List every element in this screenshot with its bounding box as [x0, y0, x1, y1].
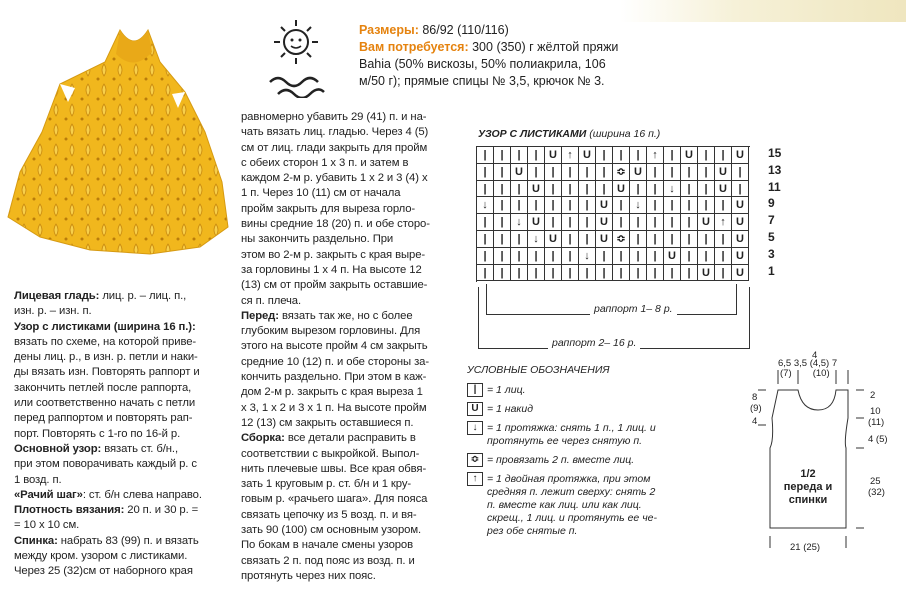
- chart-cell: |: [562, 214, 579, 231]
- garment-schematic: [738, 350, 898, 562]
- text-line: вязать по схеме, на которой приве-: [14, 335, 197, 348]
- chart-cell: |: [545, 181, 562, 198]
- text-line: перед раппортом и повторять рап-: [14, 412, 193, 425]
- text-line: лиц. р. – лиц. п.,: [99, 290, 187, 302]
- middle-text-column: [241, 110, 456, 584]
- text-line: изн. р. – изн. п.: [14, 305, 92, 318]
- chart-cell: U: [698, 214, 715, 231]
- chart-cell: |: [528, 147, 545, 164]
- chart-cell: |: [494, 231, 511, 248]
- row-number-label: 7: [768, 213, 775, 228]
- chart-cell: |: [715, 248, 732, 265]
- dim-skirt-alt: (32): [868, 487, 885, 498]
- chart-cell: U: [596, 197, 613, 214]
- piece-line-1: переда и: [783, 481, 833, 493]
- legend-text: скрещ., 1 лиц. и протянуть ее че-: [487, 512, 657, 524]
- chart-cell: U: [681, 147, 698, 164]
- chart-cell: |: [698, 181, 715, 198]
- dim-armhole: 10: [870, 406, 881, 417]
- legend-title: УСЛОВНЫЕ ОБОЗНАЧЕНИЯ: [467, 364, 610, 376]
- chart-cell: |: [664, 197, 681, 214]
- chart-cell: |: [613, 147, 630, 164]
- chart-cell: |: [511, 231, 528, 248]
- dim-skirt: 25: [870, 476, 881, 487]
- chart-cell: |: [477, 214, 494, 231]
- chart-cell: |: [630, 231, 647, 248]
- legend-text: = 1 накид: [487, 402, 534, 415]
- text-line: или соответственно начать с петли: [14, 397, 196, 410]
- piece-label: [778, 468, 838, 507]
- sizes-value: 86/92 (110/116): [422, 23, 509, 37]
- chart-cell: |: [528, 248, 545, 265]
- text-line: Через 25 (32)см от наборного края: [14, 565, 193, 578]
- text-line: чать вязать лиц. гладью. Через 4 (5): [241, 126, 429, 139]
- legend-text: = 1 лиц.: [487, 383, 526, 396]
- chart-cell: |: [647, 181, 664, 198]
- chart-cell: |: [681, 181, 698, 198]
- chart-cell: U: [579, 147, 596, 164]
- text-line: между кром. узором с листиками.: [14, 550, 188, 563]
- chart-cell: |: [698, 164, 715, 181]
- chart-cell: |: [511, 181, 528, 198]
- text-line: нить плечевые швы. Все края обвя-: [241, 462, 427, 475]
- piece-half: 1/2: [800, 468, 816, 480]
- legend-text: рез обе снятые п.: [487, 525, 578, 537]
- chart-cell: |: [545, 164, 562, 181]
- chart-cell: |: [528, 164, 545, 181]
- text-line: 12 (13) см закрыть оставшиеся п.: [241, 416, 414, 429]
- row-number-label: 15: [768, 146, 782, 160]
- chart-cell: |: [664, 164, 681, 181]
- chart-cell: |: [630, 248, 647, 265]
- chart-cell: |: [494, 265, 511, 282]
- text-line: каждом 2-м р. убавить 1 х 2 и 3 (4) х: [241, 172, 428, 185]
- text-line: ды вязать изн. Повторять раппорт и: [14, 366, 200, 379]
- row-number-label: 9: [768, 196, 775, 211]
- dim-shoulder-drop: 2: [870, 390, 876, 401]
- need-label: Вам потребуется:: [359, 40, 469, 54]
- text-line: все детали расправить в: [284, 432, 416, 445]
- chart-cell: |: [562, 248, 579, 265]
- chart-cell: U: [596, 214, 613, 231]
- term-front: Перед:: [241, 309, 279, 322]
- chart-cell: |: [494, 164, 511, 181]
- text-line: за горловины 1 х 4 п. На высоте 12: [241, 263, 422, 276]
- text-line: вязать ст. б/н.,: [101, 442, 179, 455]
- term-back: Спинка:: [14, 534, 58, 547]
- chart-cell: U: [732, 265, 749, 282]
- chart-cell: |: [528, 265, 545, 282]
- dim-top: 4: [812, 350, 818, 361]
- text-line: х 3, 1 х 2 и 3 х 1 п. На высоте пройм: [241, 401, 427, 414]
- chart-title: [478, 128, 660, 140]
- chart-cell: |: [647, 248, 664, 265]
- chart-cell: |: [715, 265, 732, 282]
- chart-cell: |: [528, 197, 545, 214]
- chart-cell: U: [732, 197, 749, 214]
- chart-cell: |: [613, 214, 630, 231]
- chart-cell: |: [579, 231, 596, 248]
- slip-knit-pass-symbol-icon: ↓: [467, 421, 483, 435]
- chart-cell: |: [664, 231, 681, 248]
- text-line: вины средние 18 (20) п. и обе сторо-: [241, 218, 430, 231]
- chart-cell: |: [647, 197, 664, 214]
- double-decrease-symbol-icon: ↑: [467, 472, 483, 486]
- chart-cell: |: [664, 214, 681, 231]
- chart-cell: |: [545, 265, 562, 282]
- chart-cell: |: [562, 265, 579, 282]
- chart-cell: |: [477, 181, 494, 198]
- left-text-column: [14, 289, 236, 580]
- chart-cell: |: [647, 231, 664, 248]
- piece-line-2: спинки: [788, 494, 828, 506]
- rapport-1-label: раппорт 1– 8 р.: [590, 303, 677, 315]
- chart-cell: |: [681, 231, 698, 248]
- text-line: соответствии с выкройкой. Выпол-: [241, 447, 420, 460]
- text-line: дены лиц. р., в изн. р. петли и наки-: [14, 351, 198, 364]
- chart-cell: ↓: [630, 197, 647, 214]
- text-line: 20 п. и 30 р. =: [124, 504, 199, 517]
- chart-cell: |: [630, 181, 647, 198]
- text-line: 1 п. Через 10 (11) см от начала: [241, 187, 401, 200]
- chart-cell: |: [698, 248, 715, 265]
- dim-neck-depth: 8: [752, 392, 758, 403]
- chart-cell: U: [732, 231, 749, 248]
- chart-cell: |: [613, 197, 630, 214]
- knitting-chart: [476, 146, 750, 282]
- rapport-2-label: раппорт 2– 16 р.: [548, 337, 640, 349]
- text-line: средние 10 (12) п. и обе стороны за-: [241, 355, 430, 368]
- sun-icon: [262, 16, 326, 98]
- chart-cell: |: [681, 197, 698, 214]
- text-line: порт. Повторять с 1-го по 16-й р.: [14, 427, 181, 440]
- chart-cell: |: [477, 265, 494, 282]
- chart-cell: |: [715, 147, 732, 164]
- chart-cell: |: [681, 265, 698, 282]
- chart-cell: U: [664, 248, 681, 265]
- text-line: (13) см от пройм закрыть оставшие-: [241, 279, 428, 292]
- chart-cell: U: [732, 214, 749, 231]
- need-line-2: Bahia (50% вискозы, 50% полиакрила, 106: [359, 57, 606, 71]
- legend-text: = 1 двойная протяжка, при этом: [487, 472, 651, 485]
- text-line: см от лиц. глади закрыть для пройм: [241, 141, 428, 154]
- chart-cell: |: [511, 265, 528, 282]
- row-numbers: [768, 146, 790, 281]
- chart-cell: |: [630, 265, 647, 282]
- chart-cell: U: [528, 181, 545, 198]
- text-line: связать 2 п. под пояс из возд. п. и: [241, 554, 415, 567]
- text-line: этом во 2-м р. закрыть с края выре-: [241, 248, 426, 261]
- top-color-band: [620, 0, 906, 22]
- chart-cell: ≎: [613, 231, 630, 248]
- text-line: : ст. б/н слева направо.: [82, 488, 202, 501]
- chart-cell: ↓: [664, 181, 681, 198]
- chart-cell: |: [562, 197, 579, 214]
- chart-cell: |: [579, 197, 596, 214]
- need-line-3: м/50 г); прямые спицы № 3,5, крючок № 3.: [359, 74, 605, 88]
- chart-cell: |: [545, 248, 562, 265]
- legend-text: = 1 протяжка: снять 1 п., 1 лиц. и: [487, 421, 656, 434]
- text-line: 1 возд. п.: [14, 473, 62, 486]
- chart-cell: |: [477, 231, 494, 248]
- text-line: говым р. «рачьего шага». Для пояса: [241, 493, 428, 506]
- chart-cell: |: [579, 164, 596, 181]
- chart-cell: |: [545, 214, 562, 231]
- chart-cell: |: [596, 147, 613, 164]
- chart-cell: |: [732, 181, 749, 198]
- chart-cell: ↓: [579, 248, 596, 265]
- text-line: пройм закрыть для выреза горло-: [241, 202, 416, 215]
- chart-cell: ≎: [613, 164, 630, 181]
- text-line: глубоким вырезом горловины. Для: [241, 325, 421, 338]
- need-line-1: 300 (350) г жёлтой пряжи: [472, 40, 619, 54]
- text-line: дом 2-м р. закрыть с края выреза 1: [241, 386, 423, 399]
- dim-armhole-alt: (11): [868, 417, 885, 428]
- chart-cell: |: [511, 248, 528, 265]
- chart-cell: |: [596, 265, 613, 282]
- row-number-label: 11: [768, 179, 781, 194]
- chart-cell: |: [715, 231, 732, 248]
- chart-cell: |: [477, 248, 494, 265]
- legend-text: протянуть ее через снятую п.: [487, 435, 643, 447]
- chart-cell: |: [545, 197, 562, 214]
- chart-cell: |: [647, 164, 664, 181]
- term-leaf-pattern: Узор с листиками (ширина 16 п.):: [14, 320, 196, 333]
- chart-cell: |: [664, 265, 681, 282]
- chart-cell: ↑: [647, 147, 664, 164]
- dim-top-sub: 6,5 3,5 (4,5) 7: [778, 358, 838, 369]
- chart-cell: U: [596, 231, 613, 248]
- chart-cell: |: [596, 181, 613, 198]
- row-number-label: 13: [768, 162, 782, 177]
- chart-cell: |: [664, 147, 681, 164]
- chart-title-text: УЗОР С ЛИСТИКАМИ: [478, 128, 587, 140]
- chart-cell: |: [511, 197, 528, 214]
- chart-cell: U: [715, 164, 732, 181]
- chart-cell: |: [613, 248, 630, 265]
- text-line: ны закончить раздельно. При: [241, 233, 394, 246]
- legend-text: средняя п. лежит сверху: снять 2: [487, 486, 656, 498]
- chart-cell: U: [511, 164, 528, 181]
- yarn-over-symbol-icon: U: [467, 402, 483, 416]
- legend: [467, 364, 735, 538]
- chart-cell: |: [579, 214, 596, 231]
- chart-cell: ↑: [715, 214, 732, 231]
- chart-cell: |: [698, 231, 715, 248]
- row-number-label: 5: [768, 230, 775, 244]
- text-line: ся п. плеча.: [241, 294, 302, 307]
- dress-photo: [0, 22, 232, 272]
- chart-cell: |: [494, 197, 511, 214]
- chart-cell: ↓: [528, 231, 545, 248]
- chart-cell: |: [596, 248, 613, 265]
- text-line: кончить раздельно. При этом в каж-: [241, 371, 427, 384]
- text-line: связать цепочку из 5 возд. п. и вя-: [241, 508, 417, 521]
- chart-cell: U: [630, 164, 647, 181]
- chart-cell: |: [579, 181, 596, 198]
- chart-cell: U: [613, 181, 630, 198]
- chart-cell: |: [630, 147, 647, 164]
- chart-title-note: (ширина 16 п.): [589, 128, 661, 140]
- dim-width: 21 (25): [790, 542, 821, 553]
- chart-cell: |: [562, 231, 579, 248]
- chart-cell: U: [528, 214, 545, 231]
- chart-cell: |: [494, 147, 511, 164]
- chart-cell: |: [698, 197, 715, 214]
- chart-cell: |: [630, 214, 647, 231]
- chart-cell: U: [545, 231, 562, 248]
- chart-cell: |: [681, 214, 698, 231]
- text-line: зать 1 круговым р. ст. б/н и 1 кру-: [241, 478, 412, 491]
- legend-text: = провязать 2 п. вместе лиц.: [487, 453, 635, 466]
- legend-text: п. вместе как лиц. или как лиц.: [487, 499, 642, 511]
- row-number-label: 3: [768, 246, 775, 261]
- sizes-label: Размеры:: [359, 23, 419, 37]
- chart-cell: |: [647, 265, 664, 282]
- chart-cell: |: [715, 197, 732, 214]
- chart-cell: |: [681, 248, 698, 265]
- text-line: набрать 83 (99) п. и вязать: [57, 534, 199, 547]
- chart-cell: ↓: [477, 197, 494, 214]
- term-crab-stitch: «Рачий шаг»: [14, 488, 83, 501]
- chart-cell: U: [732, 147, 749, 164]
- term-gauge: Плотность вязания:: [14, 504, 125, 517]
- text-line: при этом поворачивать каждый р. с: [14, 458, 197, 471]
- chart-cell: ↓: [511, 214, 528, 231]
- chart-cell: |: [698, 147, 715, 164]
- chart-cell: U: [715, 181, 732, 198]
- text-line: По бокам в начале смены узоров: [241, 539, 414, 552]
- term-main-pattern: Основной узор:: [14, 442, 102, 455]
- chart-cell: |: [477, 164, 494, 181]
- text-line: закончить петлей после раппорта,: [14, 381, 192, 394]
- chart-cell: |: [647, 214, 664, 231]
- chart-cell: |: [613, 265, 630, 282]
- chart-cell: |: [579, 265, 596, 282]
- text-line: этого на высоте пройм 4 см закрыть: [241, 340, 428, 353]
- dim-neck-depth-alt: (9): [750, 403, 762, 414]
- chart-cell: U: [698, 265, 715, 282]
- text-line: зать 90 (100) см основным узором.: [241, 524, 422, 537]
- text-line: с обеих сторон 1 х 3 п. и затем в: [241, 156, 409, 169]
- dim-front-neck: 4: [752, 416, 758, 427]
- term-assembly: Сборка:: [241, 432, 285, 445]
- chart-cell: |: [494, 248, 511, 265]
- chart-cell: U: [545, 147, 562, 164]
- chart-cell: ↑: [562, 147, 579, 164]
- chart-cell: U: [732, 248, 749, 265]
- text-line: протянуть через них пояс.: [241, 569, 376, 582]
- k2tog-symbol-icon: ≎: [467, 453, 483, 467]
- dim-top-sub2: (7) (10): [780, 368, 830, 379]
- text-line: вязать так же, но с более: [278, 309, 413, 322]
- text-line: равномерно убавить 29 (41) п. и на-: [241, 111, 427, 123]
- knit-symbol-icon: |: [467, 383, 483, 397]
- chart-cell: |: [732, 164, 749, 181]
- dim-yoke: 4 (5): [868, 434, 888, 445]
- chart-cell: |: [562, 164, 579, 181]
- chart-cell: |: [494, 214, 511, 231]
- chart-cell: |: [596, 164, 613, 181]
- chart-cell: |: [511, 147, 528, 164]
- chart-cell: |: [562, 181, 579, 198]
- row-number-label: 1: [768, 263, 775, 278]
- chart-cell: |: [681, 164, 698, 181]
- header-block: [359, 22, 618, 90]
- term-face: Лицевая гладь:: [14, 290, 100, 302]
- text-line: = 10 х 10 см.: [14, 519, 80, 532]
- chart-cell: |: [477, 147, 494, 164]
- chart-cell: |: [494, 181, 511, 198]
